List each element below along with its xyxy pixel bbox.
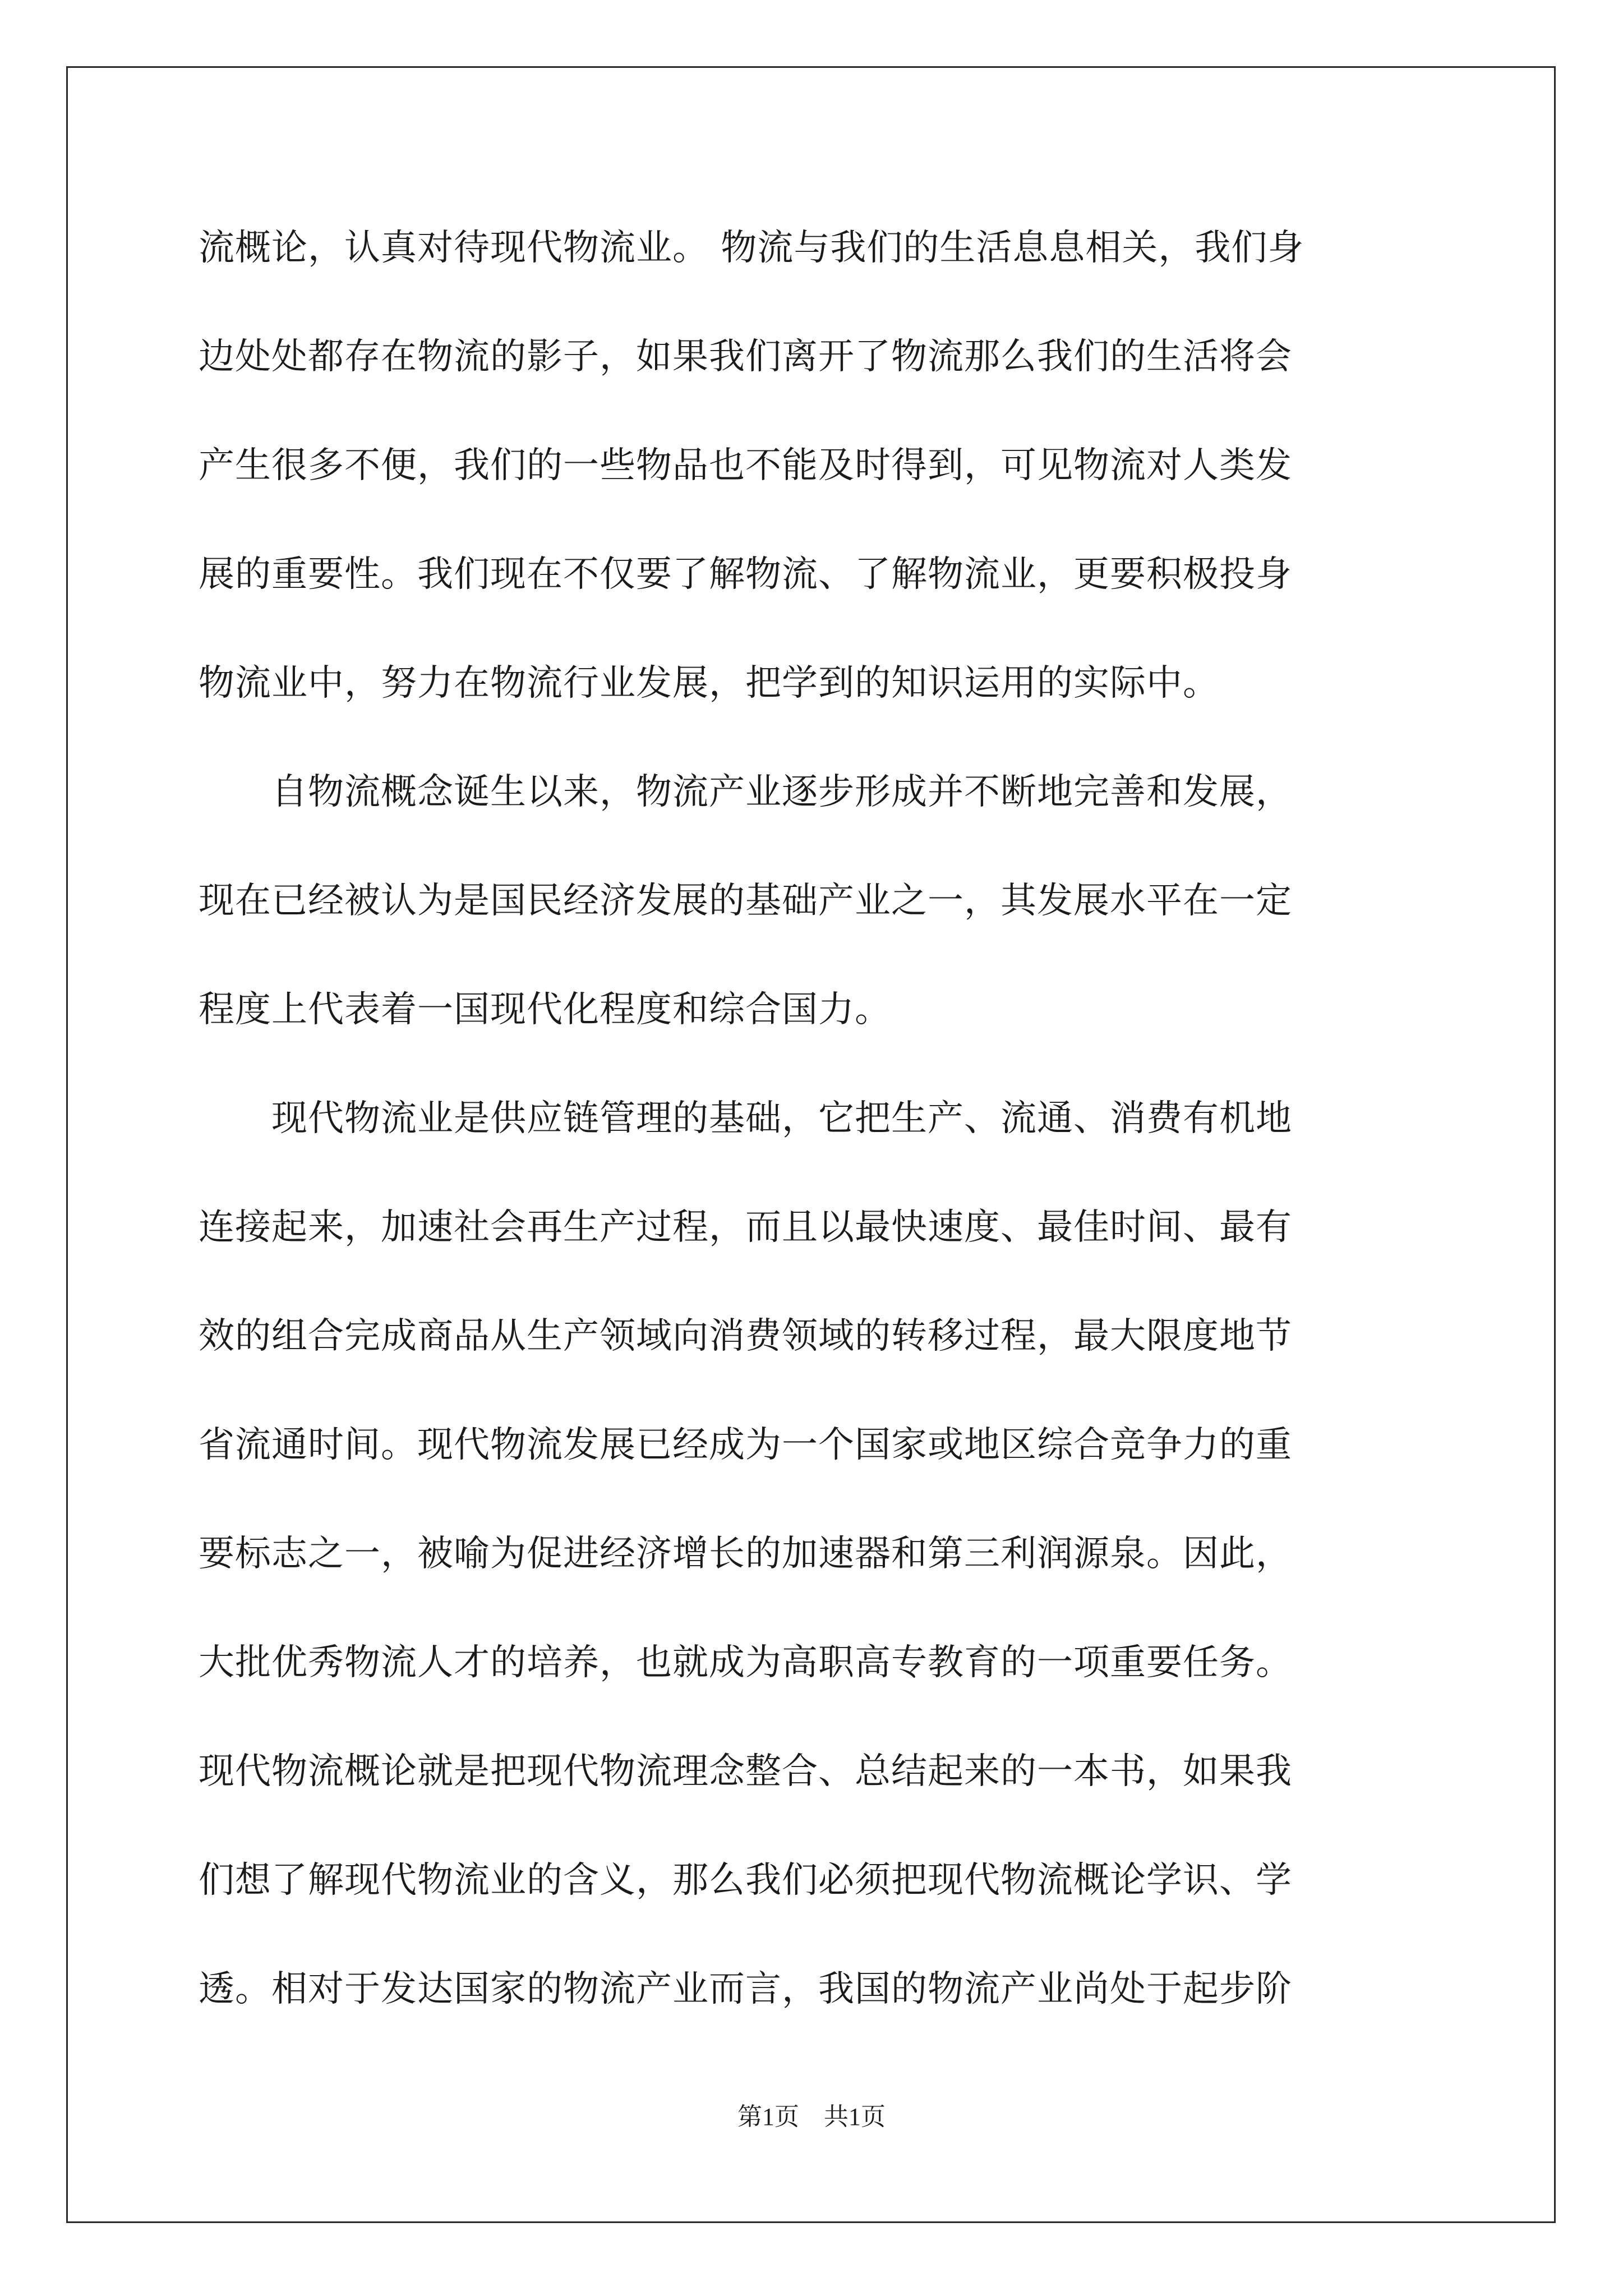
- text-line: 物流业中，努力在物流行业发展，把学到的知识运用的实际中。: [199, 662, 1219, 704]
- text-line: 效的组合完成商品从生产领域向消费领域的转移过程，最大限度地节: [199, 1315, 1292, 1357]
- page-footer: [0, 2101, 1623, 2133]
- text-line: 透。相对于发达国家的物流产业而言，我国的物流产业尚处于起步阶: [199, 1968, 1292, 2010]
- text-line: 要标志之一，被喻为促进经济增长的加速器和第三利润源泉。因此，: [199, 1533, 1292, 1575]
- text-line: 大批优秀物流人才的培养，也就成为高职高专教育的一项重要任务。: [199, 1642, 1292, 1683]
- text-line: 边处处都存在物流的影子，如果我们离开了物流那么我们的生活将会: [199, 336, 1292, 378]
- text-line: 自物流概念诞生以来，物流产业逐步形成并不断地完善和发展，: [199, 771, 1292, 813]
- text-line: 现代物流业是供应链管理的基础，它把生产、流通、消费有机地: [199, 1098, 1292, 1139]
- page-total: 共1页: [824, 2103, 886, 2131]
- text-line: 省流通时间。现代物流发展已经成为一个国家或地区综合竞争力的重: [199, 1424, 1292, 1466]
- text-line: 现在已经被认为是国民经济发展的基础产业之一，其发展水平在一定: [199, 880, 1292, 922]
- text-line: 连接起来，加速社会再生产过程，而且以最快速度、最佳时间、最有: [199, 1207, 1292, 1248]
- page-number: 第1页: [737, 2103, 799, 2131]
- text-line: 现代物流概论就是把现代物流理念整合、总结起来的一本书，如果我: [199, 1751, 1292, 1792]
- text-line: 展的重要性。我们现在不仅要了解物流、了解物流业，更要积极投身: [199, 554, 1292, 595]
- text-line: 们想了解现代物流业的含义，那么我们必须把现代物流概论学识、学: [199, 1860, 1292, 1901]
- text-line: 流概论，认真对待现代物流业。 物流与我们的生活息息相关，我们身: [199, 227, 1304, 269]
- text-line: 产生很多不便，我们的一些物品也不能及时得到，可见物流对人类发: [199, 445, 1292, 486]
- text-line: 程度上代表着一国现代化程度和综合国力。: [199, 989, 891, 1030]
